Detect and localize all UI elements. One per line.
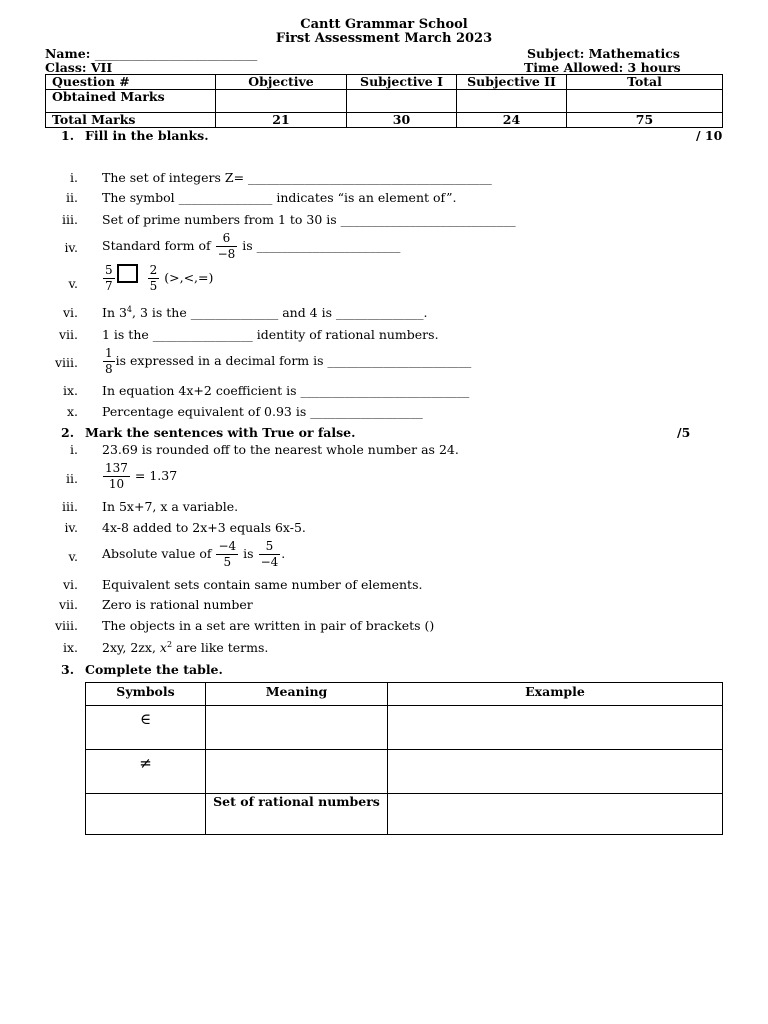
q2-item-text: Equivalent sets contain same number of elements.: [102, 577, 423, 592]
q2-item-pre: 2xy, 2zx,: [102, 640, 160, 656]
marks-header-cell: Subjective I: [347, 75, 457, 90]
q1-item-number: vii.: [58, 327, 78, 342]
q2-item-number: i.: [70, 442, 78, 457]
q1-item-post: (>,<,=): [164, 270, 214, 285]
fraction-numerator: 2: [149, 263, 158, 277]
marks-header-cell: Objective: [216, 75, 347, 90]
obtained-marks-row: [46, 90, 723, 113]
q1-item-number: v.: [68, 276, 78, 291]
school-name: Cantt Grammar School: [300, 17, 468, 32]
q2-item-pre: Absolute value of: [102, 546, 212, 561]
q2-item-number: viii.: [54, 618, 78, 633]
fraction-denominator: 5: [223, 555, 232, 569]
table-row: [86, 794, 723, 835]
variable: x: [159, 640, 167, 656]
fraction-numerator: −4: [218, 539, 237, 553]
marks-header-cell: Question #: [46, 75, 216, 90]
example-cell[interactable]: [388, 750, 723, 794]
class-label: Class: VII: [45, 60, 113, 75]
marks-header-cell: Subjective II: [457, 75, 567, 90]
q1-number: 1.: [61, 128, 75, 143]
obtained-subjective1-cell[interactable]: [347, 90, 457, 113]
fraction: [103, 462, 130, 491]
q1-item-text: [102, 264, 213, 293]
q1-item-post: is _______________________: [242, 238, 401, 253]
fraction-numerator: 1: [105, 346, 113, 360]
q1-item-mid: , 3 is the ______________ and 4 is ______________.: [132, 305, 428, 321]
q2-title: Mark the sentences with True or false.: [85, 425, 356, 440]
name-line: [45, 46, 257, 61]
q1-item-post: indicates “is an element of”.: [276, 190, 457, 205]
fraction-denominator: 8: [105, 362, 113, 376]
fraction-numerator: 137: [105, 461, 128, 475]
q2-item-post: are like terms.: [172, 640, 269, 656]
q2-item-text: The objects in a set are written in pair of brackets (): [102, 618, 435, 633]
total-subjective1: 30: [347, 113, 457, 128]
fraction-denominator: 7: [105, 279, 113, 293]
fraction-numerator: 5: [105, 263, 113, 277]
example-cell[interactable]: [388, 794, 723, 835]
symbol-cell[interactable]: [86, 794, 206, 835]
element-of-symbol: ∈: [86, 706, 206, 750]
q2-item-text: In 5x+7, x a variable.: [102, 499, 239, 514]
class-blank: ______: [116, 60, 155, 75]
q1-item-number: x.: [66, 404, 78, 419]
meaning-header: Meaning: [206, 683, 388, 706]
q1-item-pre: In 3: [102, 305, 127, 321]
q3-number: 3.: [61, 662, 75, 677]
total-objective: 21: [216, 113, 347, 128]
time-allowed: Time Allowed: 3 hours: [524, 60, 681, 75]
q1-item-pre: Standard form of: [102, 238, 211, 253]
marks-table: [45, 74, 723, 128]
q1-item-number: vi.: [62, 305, 78, 320]
fraction-numerator: 6: [216, 232, 238, 247]
q1-item-blank: _______________: [178, 190, 273, 205]
q2-item-post: .: [281, 546, 286, 561]
q2-marks: /5: [677, 425, 691, 440]
comparison-answer-box[interactable]: [117, 264, 138, 283]
fraction: [259, 540, 281, 569]
q2-number: 2.: [61, 425, 75, 440]
q1-item-number: ii.: [66, 190, 78, 205]
q2-item-text: [102, 640, 268, 655]
total-subjective2: 24: [457, 113, 567, 128]
q1-item-number: iii.: [62, 212, 78, 227]
q1-title: Fill in the blanks.: [85, 128, 209, 143]
total-total: 75: [567, 113, 723, 128]
q2-item-post: = 1.37: [134, 468, 178, 483]
q2-item-number: ix.: [62, 640, 78, 655]
q1-item-text: The set of integers Z= _______________________________________: [102, 170, 492, 185]
name-blank: __________________________: [94, 46, 258, 61]
q2-item-text: [102, 462, 177, 491]
symbols-table: [85, 682, 723, 835]
meaning-cell[interactable]: [206, 706, 388, 750]
q1-item-text: Set of prime numbers from 1 to 30 is ____________________________: [102, 212, 516, 227]
q2-item-number: ii.: [66, 471, 78, 486]
fraction: [148, 264, 160, 293]
q1-item-text: [102, 305, 427, 320]
name-label: Name:: [45, 46, 91, 61]
symbols-header: Symbols: [86, 683, 206, 706]
meaning-cell[interactable]: [206, 750, 388, 794]
fraction-denominator: 5: [149, 279, 158, 293]
fraction-denominator: −8: [217, 247, 236, 261]
assessment-title: First Assessment March 2023: [275, 31, 493, 46]
exponent: 4: [126, 305, 133, 314]
fraction: [103, 264, 115, 293]
obtained-total-cell[interactable]: [567, 90, 723, 113]
q1-item-number: iv.: [64, 240, 78, 255]
obtained-marks-label: Obtained Marks: [46, 90, 216, 113]
q2-item-number: vi.: [62, 577, 78, 592]
q2-item-text: Zero is rational number: [102, 597, 253, 612]
q1-item-post: is expressed in a decimal form is _______________________: [115, 353, 472, 368]
marks-header-row: [46, 75, 723, 90]
fraction-denominator: 10: [108, 477, 125, 491]
q2-item-text: 23.69 is rounded off to the nearest whole number as 24.: [102, 442, 459, 457]
symbols-header-row: [86, 683, 723, 706]
q2-item-number: vii.: [58, 597, 78, 612]
obtained-subjective2-cell[interactable]: [457, 90, 567, 113]
q1-item-number: ix.: [62, 383, 78, 398]
class-line: [45, 60, 154, 75]
example-header: Example: [388, 683, 723, 706]
fraction: [103, 347, 115, 376]
q1-item-text: [102, 232, 400, 261]
meaning-cell: Set of rational numbers: [206, 794, 388, 835]
subject-label: Subject: Mathematics: [527, 46, 680, 61]
q1-item-text: [102, 190, 456, 205]
q1-item-text: In equation 4x+2 coefficient is ___________________________: [102, 383, 470, 398]
fraction: [216, 540, 238, 569]
q1-item-text: 1 is the ________________ identity of rational numbers.: [102, 327, 439, 342]
total-marks-row: [46, 113, 723, 128]
q1-item-number: i.: [70, 170, 78, 185]
example-cell[interactable]: [388, 706, 723, 750]
q1-marks: / 10: [696, 128, 723, 143]
q1-item-pre: The symbol: [102, 190, 175, 205]
table-row: [86, 750, 723, 794]
q1-item-text: Percentage equivalent of 0.93 is __________________: [102, 404, 423, 419]
table-row: [86, 706, 723, 750]
q3-title: Complete the table.: [85, 662, 223, 677]
total-marks-label: Total Marks: [46, 113, 216, 128]
fraction: [216, 232, 238, 261]
not-equal-symbol: ≠: [86, 750, 206, 794]
q2-item-mid: is: [243, 546, 254, 561]
obtained-objective-cell[interactable]: [216, 90, 347, 113]
q2-item-text: 4x-8 added to 2x+3 equals 6x-5.: [102, 520, 306, 535]
q1-item-number: viii.: [54, 355, 78, 370]
marks-header-cell: Total: [567, 75, 723, 90]
q2-item-text: [102, 540, 285, 569]
q2-item-number: iii.: [62, 499, 78, 514]
q2-item-number: v.: [68, 549, 78, 564]
q2-item-number: iv.: [64, 520, 78, 535]
exponent: 2: [166, 640, 173, 649]
q1-item-text: [102, 347, 471, 376]
fraction-numerator: 5: [259, 540, 281, 555]
fraction-denominator: −4: [260, 555, 279, 569]
